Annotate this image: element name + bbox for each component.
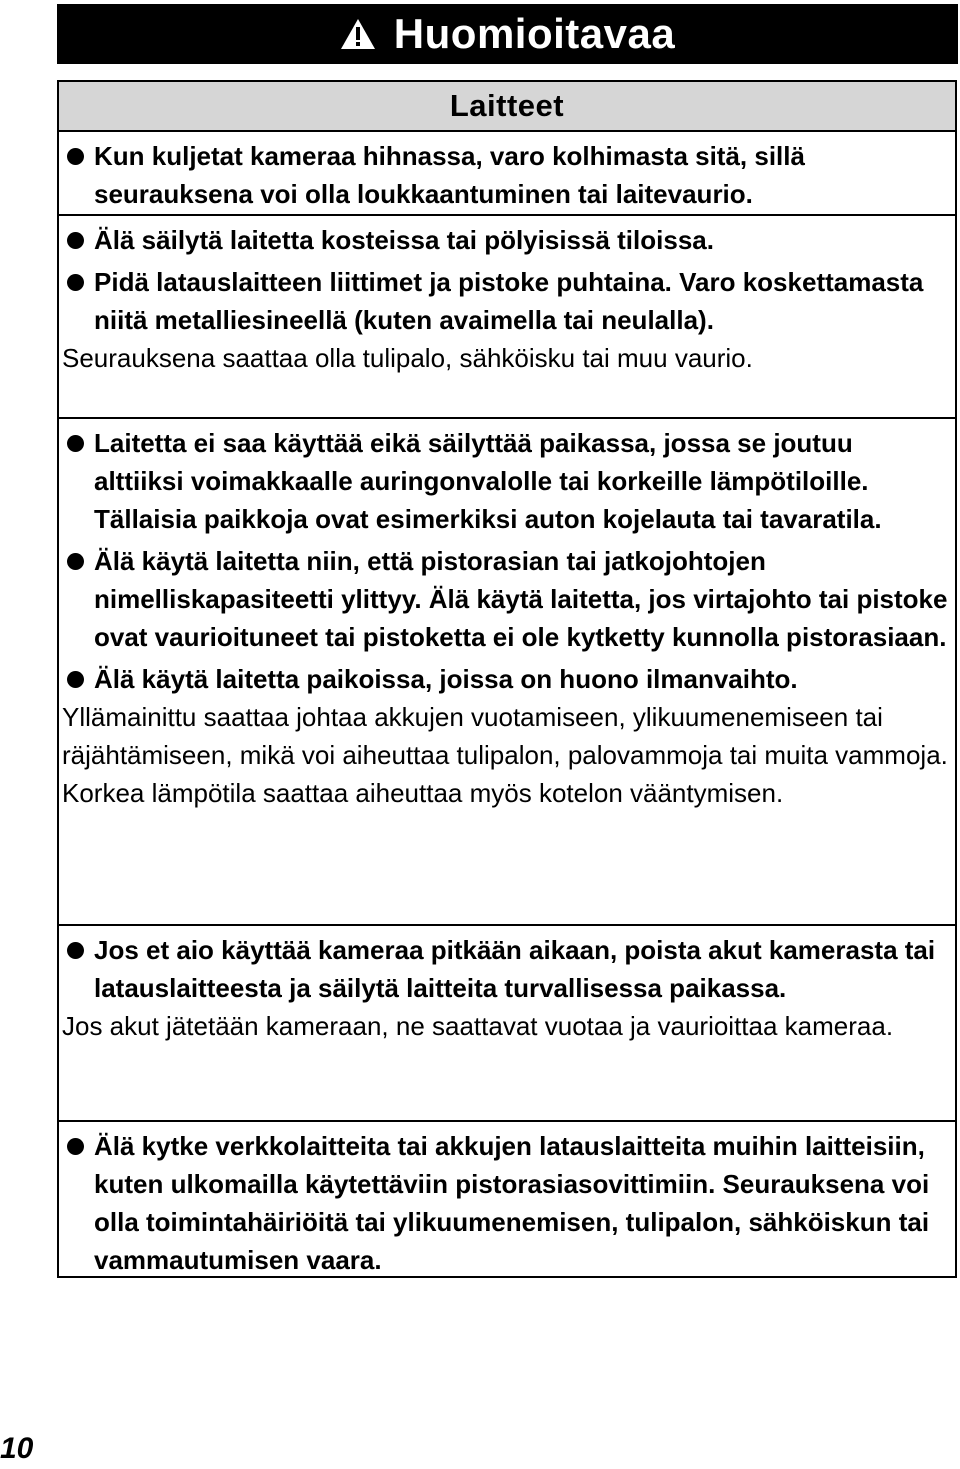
bullet-item: Älä säilytä laitetta kosteissa tai pölyisissä tiloissa.	[59, 221, 955, 259]
section-1	[59, 132, 955, 216]
bullet-dot-icon	[67, 274, 84, 291]
warning-triangle-icon	[340, 18, 376, 50]
bullet-dot-icon	[67, 942, 84, 959]
bullet-item: Jos et aio käyttää kameraa pitkään aikaan, poista akut kamerasta tai latauslaitteesta ja säilytä laitteita turvallisessa paikassa.	[59, 931, 955, 1007]
bullet-dot-icon	[67, 1138, 84, 1155]
bullet-item: Älä kytke verkkolaitteita tai akkujen latauslaitteita muihin laitteisiin, kuten ulkomailla käytettäviin pistorasiasovittimiin. Seurauksena voi olla toimintahäiriöitä tai ylikuumenemisen, tulipalon, sähköiskun tai vammautumisen vaara.	[59, 1127, 955, 1279]
bullet-dot-icon	[67, 553, 84, 570]
equipment-box	[57, 80, 957, 1278]
section-header: Laitteet	[59, 82, 955, 132]
bullet-dot-icon	[67, 232, 84, 249]
bullet-item: Kun kuljetat kameraa hihnassa, varo kolhimasta sitä, sillä seurauksena voi olla loukkaantuminen tai laitevaurio.	[59, 137, 955, 213]
consequence-note: Seurauksena saattaa olla tulipalo, sähköisku tai muu vaurio.	[62, 343, 753, 373]
bullet-dot-icon	[67, 435, 84, 452]
bullet-dot-icon	[67, 671, 84, 688]
bullet-item: Älä käytä laitetta niin, että pistorasian tai jatkojohtojen nimelliskapasiteetti ylittyy. Älä käytä laitetta, jos virtajohto tai pistoke ovat vaurioituneet tai pistoketta ei ole kytketty kunnolla pistorasiaan.	[59, 542, 955, 656]
bullet-item: Pidä latauslaitteen liittimet ja pistoke puhtaina. Varo koskettamasta niitä metalliesineellä (kuten avaimella tai neulalla).	[59, 263, 955, 339]
bullet-item: Laitetta ei saa käyttää eikä säilyttää paikassa, jossa se joutuu alttiiksi voimakkaalle auringonvalolle tai korkeille lämpötiloille. Tällaisia paikkoja ovat esimerkiksi auton kojelauta tai tavaratila.	[59, 424, 955, 538]
bullet-dot-icon	[67, 148, 84, 165]
bullet-item: Älä käytä laitetta paikoissa, joissa on huono ilmanvaihto.	[59, 660, 955, 698]
page-number: 10	[0, 1432, 34, 1465]
section-4	[59, 926, 955, 1122]
consequence-note: Yllämainittu saattaa johtaa akkujen vuotamiseen, ylikuumenemiseen tai räjähtämiseen, mikä voi aiheuttaa tulipalon, palovammoja tai muita vammoja. Korkea lämpötila saattaa aiheuttaa myös kotelon vääntymisen.	[62, 702, 948, 808]
warning-banner	[57, 4, 958, 64]
section-5	[59, 1122, 955, 1280]
section-2	[59, 216, 955, 419]
section-3	[59, 419, 955, 926]
consequence-note: Jos akut jätetään kameraan, ne saattavat vuotaa ja vaurioittaa kameraa.	[62, 1011, 894, 1041]
banner-title: Huomioitavaa	[393, 10, 676, 57]
